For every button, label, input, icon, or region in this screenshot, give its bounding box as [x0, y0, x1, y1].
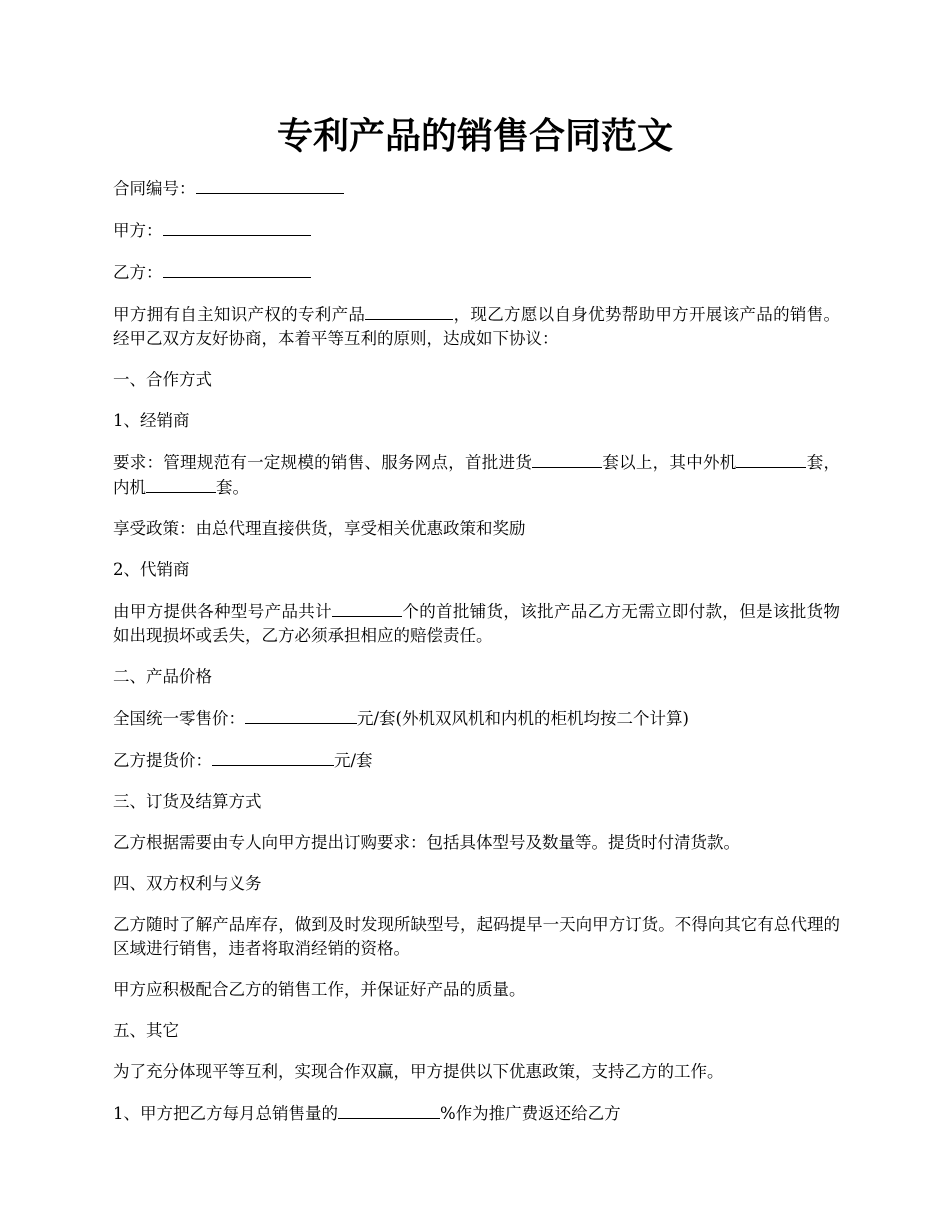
pickup-price-text-1: 乙方提货价：: [113, 751, 212, 770]
section-3-text: 乙方根据需要由专人向甲方提出订购要求：包括具体型号及数量等。提货时付清货款。: [113, 833, 740, 852]
indoor-unit-blank: [146, 475, 216, 493]
document-title: 专利产品的销售合同范文: [276, 115, 673, 157]
dealer-requirements: [113, 450, 840, 500]
pickup-price-blank: [212, 748, 334, 766]
section-1-item-2-heading: 2、代销商: [113, 560, 190, 579]
pickup-price-text-2: 元/套: [334, 751, 373, 770]
pickup-price-line: [113, 748, 840, 773]
section-5-text: 为了充分体现平等互利，实现合作双赢，甲方提供以下优惠政策，支持乙方的工作。: [113, 1062, 724, 1081]
dealer-req-text-4: 套。: [216, 478, 249, 497]
consignment-quantity-blank: [332, 599, 402, 617]
intro-text-1: 甲方拥有自主知识产权的专利产品: [113, 305, 366, 324]
party-a-blank: [163, 218, 311, 236]
document-body: [113, 176, 840, 1143]
contract-number-blank: [196, 176, 344, 194]
promo-fee-percent-blank: [338, 1101, 440, 1119]
contract-number-label: 合同编号：: [113, 179, 196, 198]
section-2-heading: 二、产品价格: [113, 667, 212, 686]
section-4-heading: 四、双方权利与义务: [113, 874, 262, 893]
retail-price-blank: [245, 706, 357, 724]
party-b-blank: [163, 260, 311, 278]
section-1-item-1-heading: 1、经销商: [113, 411, 190, 430]
dealer-req-text-2: 套以上，其中外机: [602, 453, 737, 472]
intro-text-2: ，现乙方愿以自身优势帮助甲方开展该产品的销售。经甲乙双方友好协商，本着平等互利的原则，达成如下协议：: [113, 305, 841, 348]
section-5-item-1: [113, 1101, 840, 1126]
dealer-policy: 享受政策：由总代理直接供货，享受相关优惠政策和奖励: [113, 519, 526, 538]
dealer-req-text-1: 要求：管理规范有一定规模的销售、服务网点，首批进货: [113, 453, 533, 472]
retail-price-text-2: 元/套(外机双风机和内机的柜机均按二个计算): [357, 709, 689, 728]
promo-fee-text-2: %作为推广费返还给乙方: [440, 1104, 621, 1123]
section-3-heading: 三、订货及结算方式: [113, 792, 262, 811]
consignment-text-1: 由甲方提供各种型号产品共计: [113, 602, 332, 621]
consignment-text-2: 个的首批铺货，该批产品乙方无需立即付款，但是该批货物如出现损坏或丢失，乙方必须承担相应的赔偿责任。: [113, 602, 841, 645]
outdoor-unit-blank: [736, 450, 806, 468]
party-b-label: 乙方：: [113, 263, 163, 282]
retail-price-text-1: 全国统一零售价：: [113, 709, 245, 728]
dealer-req-text-3: 套，内机: [113, 453, 841, 497]
party-b-line: [113, 260, 840, 285]
retail-price-line: [113, 706, 840, 731]
party-a-label: 甲方：: [113, 221, 163, 240]
section-4-text-1: 乙方随时了解产品库存，做到及时发现所缺型号，起码提早一天向甲方订货。不得向其它有总代理的区域进行销售，违者将取消经销的资格。: [113, 915, 840, 958]
section-1-heading: 一、合作方式: [113, 370, 212, 389]
party-a-line: [113, 218, 840, 243]
section-5-heading: 五、其它: [113, 1021, 179, 1040]
intro-paragraph: [113, 302, 840, 351]
contract-number-line: [113, 176, 840, 201]
promo-fee-text-1: 1、甲方把乙方每月总销售量的: [113, 1104, 338, 1123]
section-4-text-2: 甲方应积极配合乙方的销售工作，并保证好产品的质量。: [113, 980, 526, 999]
consignment-paragraph: [113, 599, 840, 648]
first-order-blank: [532, 450, 602, 468]
patent-product-blank: [365, 302, 453, 320]
